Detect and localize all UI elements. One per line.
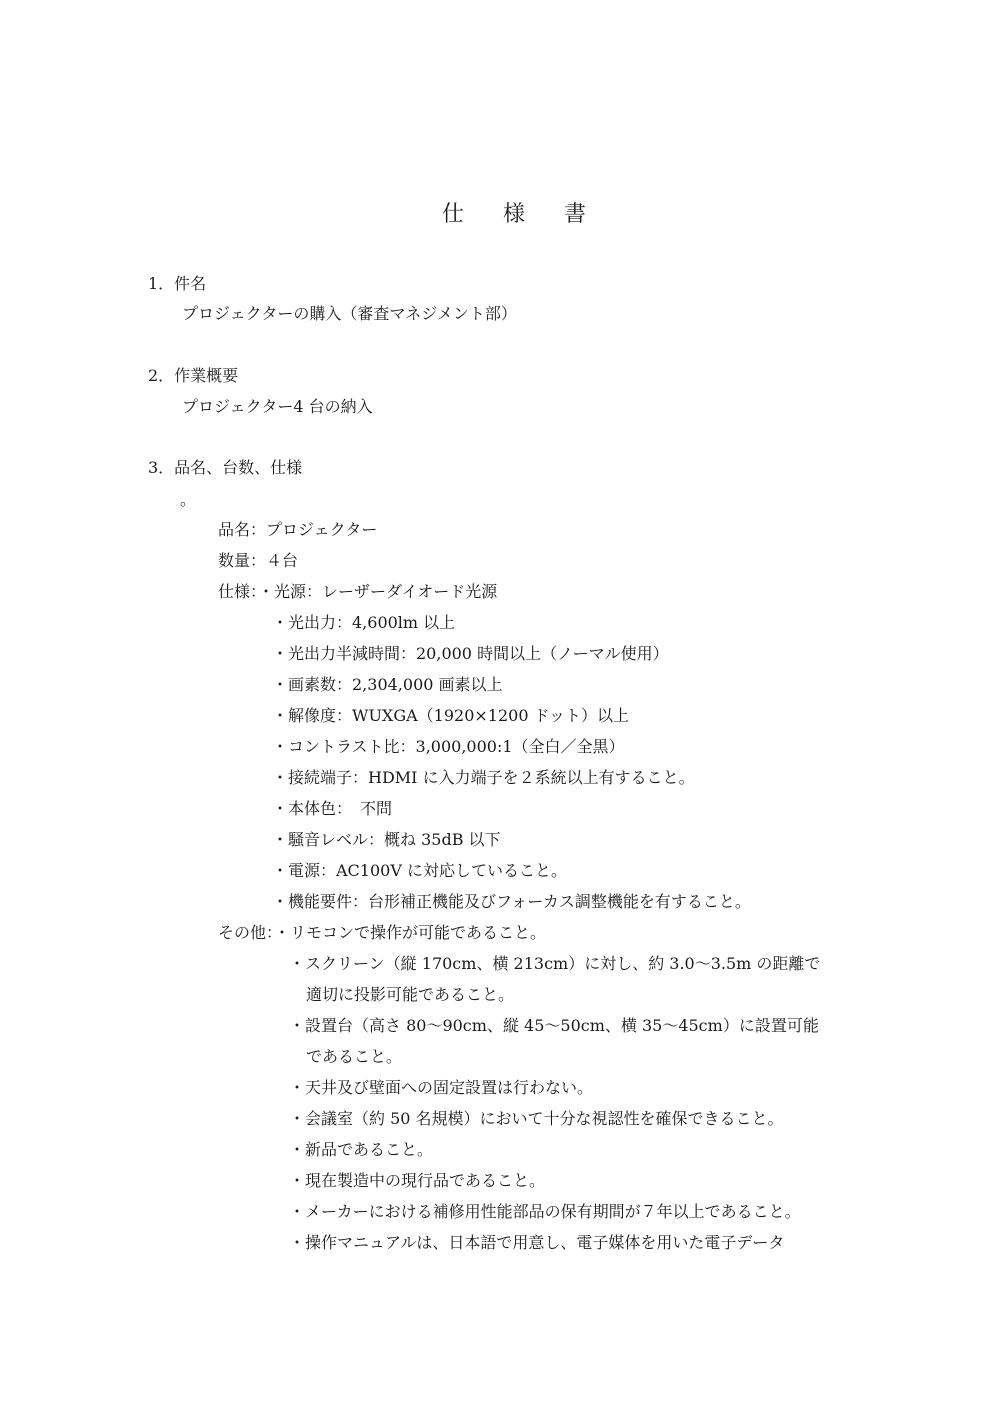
other-item: ・会議室（約 50 名規模）において十分な視認性を確保できること。 — [289, 1109, 784, 1128]
other-item: ・新品であること。 — [289, 1140, 434, 1159]
spec-item: ・コントラスト比：3,000,000:1（全白／全黒） — [272, 737, 625, 756]
section-3-heading: 3．品名、台数、仕様 — [148, 458, 303, 477]
section-2-body: プロジェクター4 台の納入 — [182, 397, 373, 416]
other-item-continuation: であること。 — [306, 1047, 403, 1066]
page-title: 仕 様 書 — [442, 202, 602, 227]
spec-item: ・電源：AC100V に対応していること。 — [272, 861, 567, 880]
spec-item: ・光出力：4,600lm 以上 — [272, 613, 456, 632]
section-3-mark: 。 — [180, 490, 197, 509]
other-item: ・天井及び壁面への固定設置は行わない。 — [289, 1078, 594, 1097]
other-item: ・設置台（高さ 80〜90cm、縦 45〜50cm、横 35〜45cm）に設置可能 — [289, 1016, 819, 1035]
spec-item: ・解像度：WUXGA（1920×1200 ドット）以上 — [272, 706, 629, 725]
spec-item: ・本体色： 不問 — [272, 799, 393, 818]
item-name: 品名：プロジェクター — [218, 520, 378, 539]
other-item: ・メーカーにおける補修用性能部品の保有期間が７年以上であること。 — [289, 1202, 801, 1221]
spec-item: ・騒音レベル：概ね 35dB 以下 — [272, 830, 501, 849]
spec-item: ・画素数：2,304,000 画素以上 — [272, 675, 503, 694]
other-first-line: その他：・リモコンで操作が可能であること。 — [218, 923, 547, 942]
spec-item: ・光出力半減時間：20,000 時間以上（ノーマル使用） — [272, 644, 669, 663]
section-1-heading: 1．件名 — [148, 274, 207, 293]
section-2-heading: 2．作業概要 — [148, 366, 239, 385]
other-item-continuation: 適切に投影可能であること。 — [306, 985, 515, 1004]
item-quantity: 数量：４台 — [218, 551, 299, 570]
spec-first-line: 仕様：・光源：レーザーダイオード光源 — [218, 582, 498, 601]
section-1-body: プロジェクターの購入（審査マネジメント部） — [182, 304, 517, 323]
other-item: ・スクリーン（縦 170cm、横 213cm）に対し、約 3.0〜3.5m の距離で — [289, 954, 821, 973]
spec-item: ・機能要件：台形補正機能及びフォーカス調整機能を有すること。 — [272, 892, 751, 911]
other-item: ・現在製造中の現行品であること。 — [289, 1171, 546, 1190]
other-item: ・操作マニュアルは、日本語で用意し、電子媒体を用いた電子データ — [289, 1233, 785, 1252]
spec-item: ・接続端子：HDMI に入力端子を２系統以上有すること。 — [272, 768, 695, 787]
